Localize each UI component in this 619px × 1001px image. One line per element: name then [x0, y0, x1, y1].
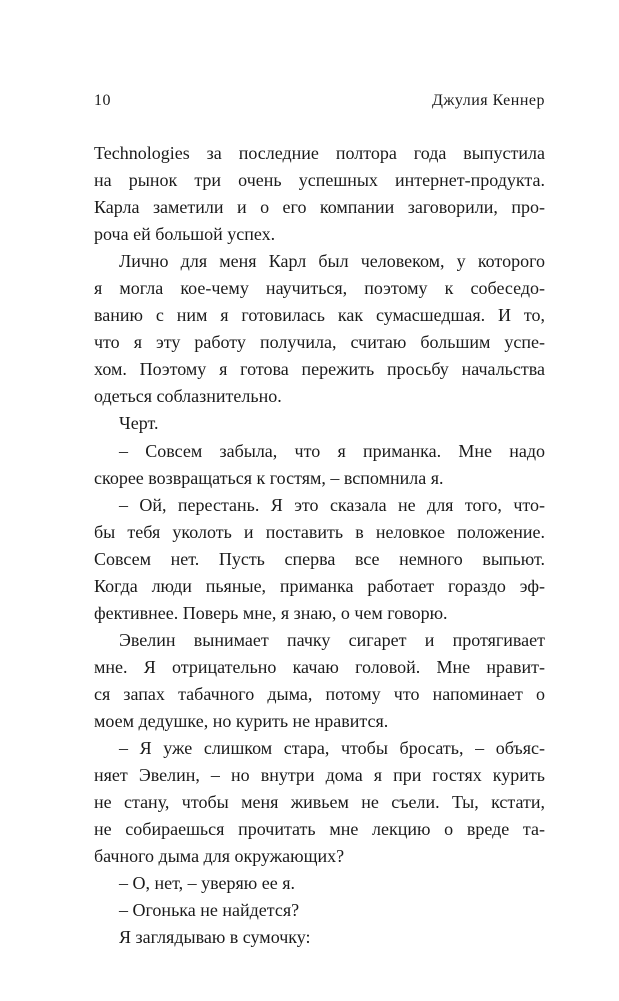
text-line: Совсем нет. Пусть сперва все немного выпьют. [94, 548, 545, 569]
text-line: хом. Поэтому я готова пережить просьбу начальства [94, 359, 545, 380]
text-line: Карла заметили и о его компании заговорили, про- [94, 197, 545, 218]
text-line: бачного дыма для окружающих? [94, 846, 345, 867]
text-line: – Огонька не найдется? [119, 900, 300, 921]
text-line: одеться соблазнительно. [94, 386, 282, 407]
text-line: няет Эвелин, – но внутри дома я при гостях курить [94, 765, 545, 786]
text-line: ванию с ним я готовилась как сумасшедшая. И то, [94, 305, 545, 326]
text-line: я могла кое-чему научиться, поэтому к собеседо- [94, 278, 545, 299]
page-number: 10 [94, 92, 111, 109]
text-line: роча ей большой успех. [94, 224, 276, 245]
body-text [94, 140, 545, 951]
text-line: – Я уже слишком стара, чтобы бросать, – объяс- [119, 738, 545, 759]
text-line: мне. Я отрицательно качаю головой. Мне нравит- [94, 656, 545, 677]
text-line: Technologies за последние полтора года выпустила [94, 143, 545, 163]
text-line: Эвелин вынимает пачку сигарет и протягивает [119, 629, 545, 650]
text-line: – О, нет, – уверяю ее я. [119, 873, 296, 894]
text-line: моем дедушке, но курить не нравится. [94, 710, 389, 731]
text-line: – Ой, перестань. Я это сказала не для того, что- [119, 494, 545, 515]
text-line: на рынок три очень успешных интернет-продукта. [94, 170, 545, 191]
text-line: фективнее. Поверь мне, я знаю, о чем говорю. [94, 602, 448, 623]
text-line: скорее возвращаться к гостям, – вспомнила я. [94, 467, 444, 488]
running-head-author: Джулия Кеннер [431, 92, 545, 109]
text-line: Лично для меня Карл был человеком, у которого [119, 251, 545, 272]
text-line: Черт. [119, 413, 159, 434]
page-header [94, 92, 545, 114]
text-line: ся запах табачного дыма, потому что напоминает о [94, 683, 545, 704]
text-line: Я заглядываю в сумочку: [119, 927, 311, 948]
text-line: не стану, чтобы меня живьем не съели. Ты, кстати, [94, 792, 545, 813]
text-line: не собираешься прочитать мне лекцию о вреде та- [94, 819, 545, 840]
text-line: бы тебя уколоть и поставить в неловкое положение. [94, 521, 545, 542]
text-line: Когда люди пьяные, приманка работает гораздо эф- [94, 575, 545, 596]
text-line: что я эту работу получила, считаю большим успе- [94, 332, 545, 353]
text-line: – Совсем забыла, что я приманка. Мне надо [119, 440, 545, 461]
